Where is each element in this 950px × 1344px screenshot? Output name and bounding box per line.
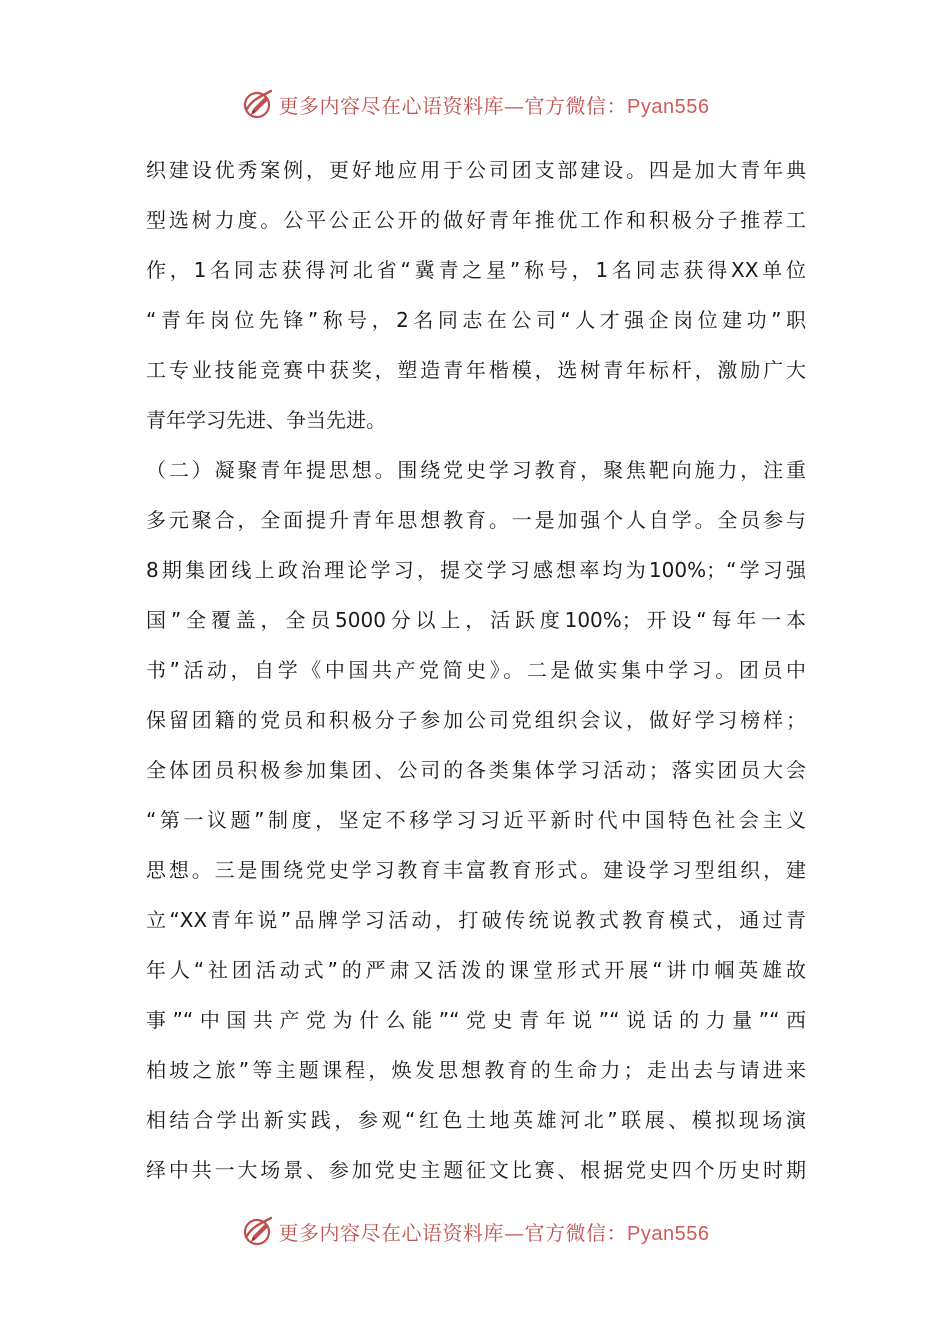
text-line: 工专业技能竞赛中获奖，塑造青年楷模，选树青年标杆，激励广大 — [146, 358, 806, 382]
footer-banner — [0, 1211, 950, 1251]
text-line: 8期集团线上政治理论学习，提交学习感想率均为100%；“学习强 — [146, 558, 806, 582]
text-line: “第一议题”制度，坚定不移学习习近平新时代中国特色社会主义 — [146, 808, 806, 832]
banner-text — [279, 90, 710, 119]
text-line: 事”“中国共产党为什么能”“党史青年说”“说话的力量”“西 — [146, 1008, 806, 1032]
text-line: 型选树力度。公平公正公开的做好青年推优工作和积极分子推荐工 — [146, 208, 806, 232]
text-line: 保留团籍的党员和积极分子参加公司党组织会议，做好学习榜样； — [146, 708, 806, 732]
text-line: 国”全覆盖，全员5000分以上，活跃度100%；开设“每年一本 — [146, 608, 806, 632]
banner-slogan: 更多内容尽在心语资料库 — [278, 93, 505, 118]
text-line: 相结合学出新实践，参观“红色土地英雄河北”联展、模拟现场演 — [146, 1108, 806, 1132]
text-line: 思想。三是围绕党史学习教育丰富教育形式。建设学习型组织，建 — [146, 858, 806, 882]
banner-wechat-id: Pyan556 — [627, 1222, 710, 1245]
header-banner — [0, 84, 950, 124]
text-line: 年人“社团活动式”的严肃又活泼的课堂形式开展“讲巾帼英雄故 — [146, 958, 806, 982]
text-line: 书”活动，自学《中国共产党简史》。二是做实集中学习。团员中 — [146, 658, 806, 682]
pen-circle-icon — [241, 1214, 275, 1248]
text-line: 立“XX青年说”品牌学习活动，打破传统说教式教育模式，通过青 — [146, 908, 806, 932]
banner-text — [279, 1217, 710, 1246]
banner-wechat-id: Pyan556 — [627, 95, 710, 118]
banner-wechat-label: 官方微信： — [524, 93, 628, 118]
banner-dash: — — [504, 1220, 525, 1245]
banner-wechat-label: 官方微信： — [524, 1220, 628, 1245]
section-heading-line: （二）凝聚青年提思想。围绕党史学习教育，聚焦靶向施力，注重 — [146, 458, 806, 482]
banner-slogan: 更多内容尽在心语资料库 — [278, 1220, 505, 1245]
text-line: 绎中共一大场景、参加党史主题征文比赛、根据党史四个历史时期 — [146, 1158, 806, 1182]
document-body — [146, 145, 806, 1195]
text-line: 织建设优秀案例，更好地应用于公司团支部建设。四是加大青年典 — [146, 158, 806, 182]
text-line: 柏坡之旅”等主题课程，焕发思想教育的生命力；走出去与请进来 — [146, 1058, 806, 1082]
text-line: 全体团员积极参加集团、公司的各类集体学习活动；落实团员大会 — [146, 758, 806, 782]
text-line: 多元聚合，全面提升青年思想教育。一是加强个人自学。全员参与 — [146, 508, 806, 532]
banner-dash: — — [504, 93, 525, 118]
text-line: 青年学习先进、争当先进。 — [146, 408, 386, 432]
pen-circle-icon — [241, 87, 275, 121]
text-line: 作，1名同志获得河北省“冀青之星”称号，1名同志获得XX单位 — [146, 258, 806, 282]
text-line: “青年岗位先锋”称号，2名同志在公司“人才强企岗位建功”职 — [146, 308, 806, 332]
